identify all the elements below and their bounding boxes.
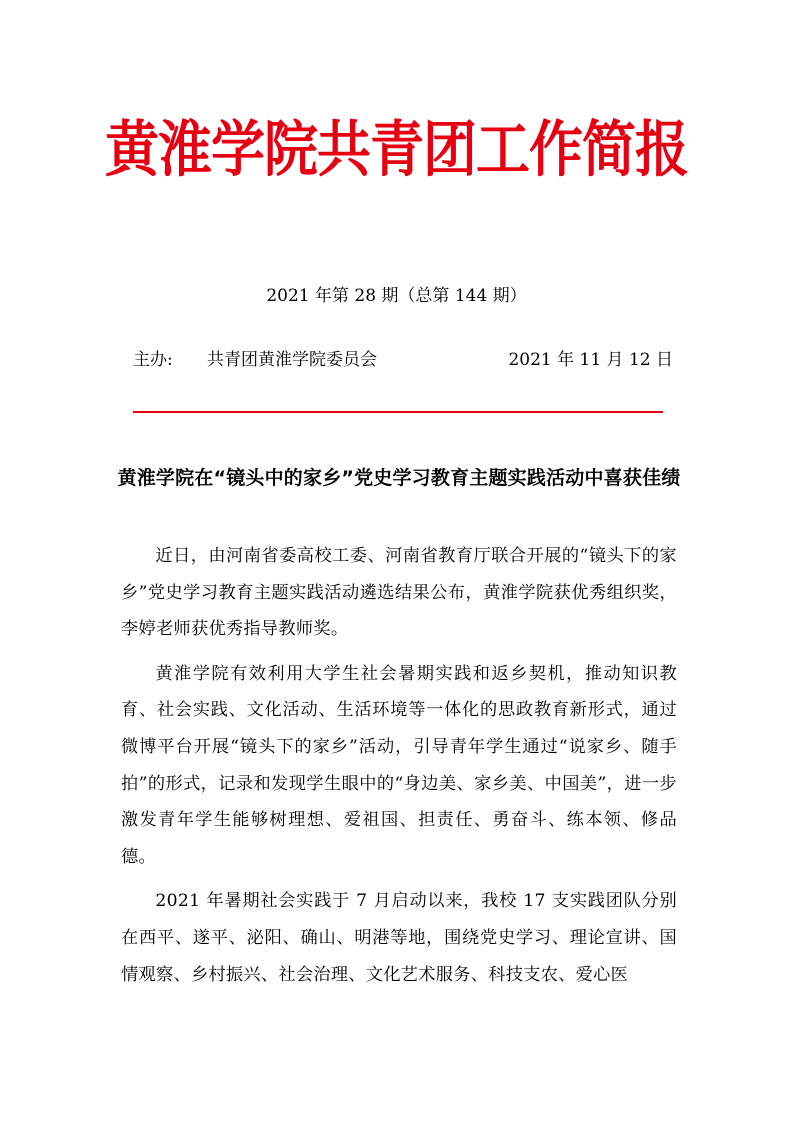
issue-number: 2021 年第 28 期（总第 144 期） xyxy=(266,286,527,306)
article-paragraph-2: 黄淮学院有效利用大学生社会暑期实践和返乡契机，推动知识教育、社会实践、文化活动、生活环境等一体化的思政教育新形式，通过微博平台开展“镜头下的家乡”活动，引导青年学生通过“说家乡、随手拍”的形式，记录和发现学生眼中的“身边美、家乡美、中国美”，进一步激发青年学生能够树理想、爱祖国、担责任、勇奋斗、练本领、修品德。 xyxy=(121,663,677,867)
red-divider-rule xyxy=(133,411,663,413)
host-organization: 共青团黄淮学院委员会 xyxy=(207,350,377,370)
host-label: 主办: xyxy=(133,350,173,370)
article-paragraph-1: 近日，由河南省委高校工委、河南省教育厅联合开展的“镜头下的家乡”党史学习教育主题实践活动遴选结果公布，黄淮学院获优秀组织奖，李婷老师获优秀指导教师奖。 xyxy=(121,546,677,640)
bulletin-masthead: 黄淮学院共青团工作简报 xyxy=(105,114,688,185)
article-headline: 黄淮学院在“镜头中的家乡”党史学习教育主题实践活动中喜获佳绩 xyxy=(117,467,681,489)
article-body xyxy=(121,538,677,1001)
host-row xyxy=(133,345,673,375)
article-paragraph-3: 2021 年暑期社会实践于 7 月启动以来，我校 17 支实践团队分别在西平、遂平、泌阳、确山、明港等地，围绕党史学习、理论宣讲、国情观察、乡村振兴、社会治理、文化艺术服务、科技支农、爱心医 xyxy=(121,891,677,985)
publication-date: 2021 年 11 月 12 日 xyxy=(508,350,673,370)
